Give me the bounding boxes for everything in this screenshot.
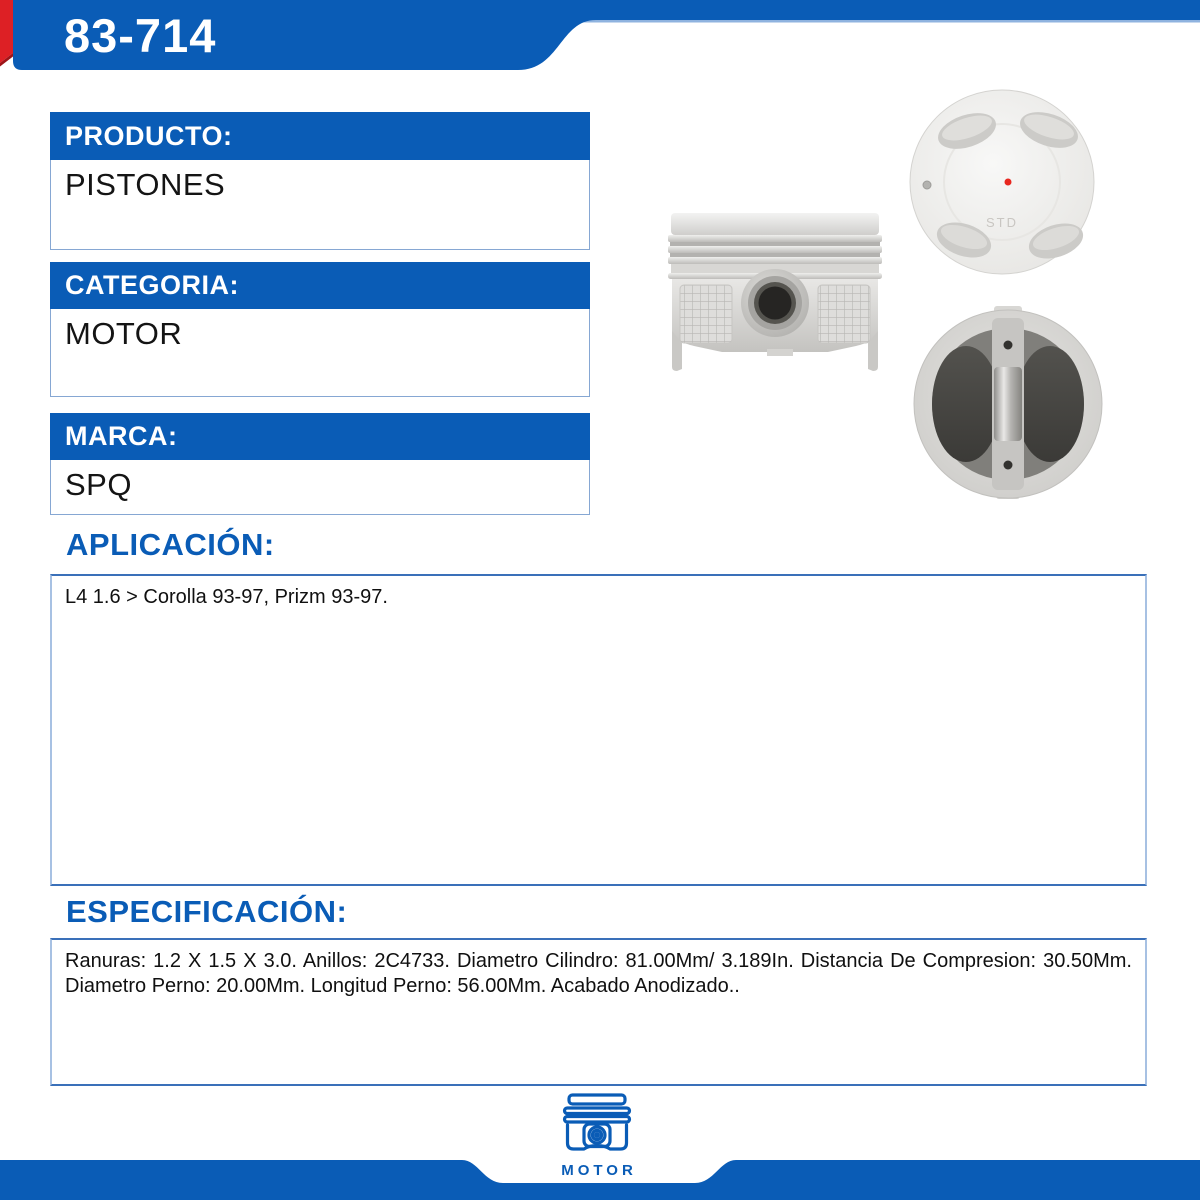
application-heading: APLICACIÓN:: [66, 527, 275, 562]
piston-side-view-photo: [668, 213, 882, 371]
specification-heading: ESPECIFICACIÓN:: [66, 894, 348, 929]
application-box: [50, 574, 1147, 886]
field-marca-value: SPQ: [50, 460, 590, 515]
specification-text: Ranuras: 1.2 X 1.5 X 3.0. Anillos: 2C4733. Diametro Cilindro: 81.00Mm/ 3.189In. Distancia De Compresion: 30.50Mm. Diametro Perno: 20.00Mm. Longitud Perno: 56.00Mm. Acabado Anodizado..: [65, 950, 1132, 997]
field-marca-label: MARCA:: [50, 413, 590, 460]
field-producto-label: PRODUCTO:: [50, 112, 590, 160]
header-red-ribbon: [0, 0, 13, 63]
pin-bore: [759, 287, 792, 320]
product-photos: [630, 75, 1120, 535]
crown-edge-hole: [923, 181, 931, 189]
field-marca: [50, 413, 590, 515]
field-categoria-label: CATEGORIA:: [50, 262, 590, 309]
piston-bottom-view-photo: [914, 306, 1102, 499]
part-number: 83-714: [64, 9, 217, 62]
field-categoria-value: MOTOR: [50, 309, 590, 397]
piston-icon: [561, 1093, 633, 1159]
wrist-pin: [994, 367, 1022, 441]
piston-top-view-photo: [910, 90, 1094, 274]
field-producto-value: PISTONES: [50, 160, 590, 250]
footer-category-label: MOTOR: [561, 1162, 637, 1179]
red-dot-marking: [1005, 179, 1012, 186]
field-producto: [50, 112, 590, 250]
application-text: L4 1.6 > Corolla 93-97, Prizm 93-97.: [65, 586, 388, 608]
field-categoria: [50, 262, 590, 397]
footer-bar: [0, 1160, 1200, 1200]
std-marking: STD: [986, 215, 1018, 230]
specification-box: [50, 938, 1147, 1086]
